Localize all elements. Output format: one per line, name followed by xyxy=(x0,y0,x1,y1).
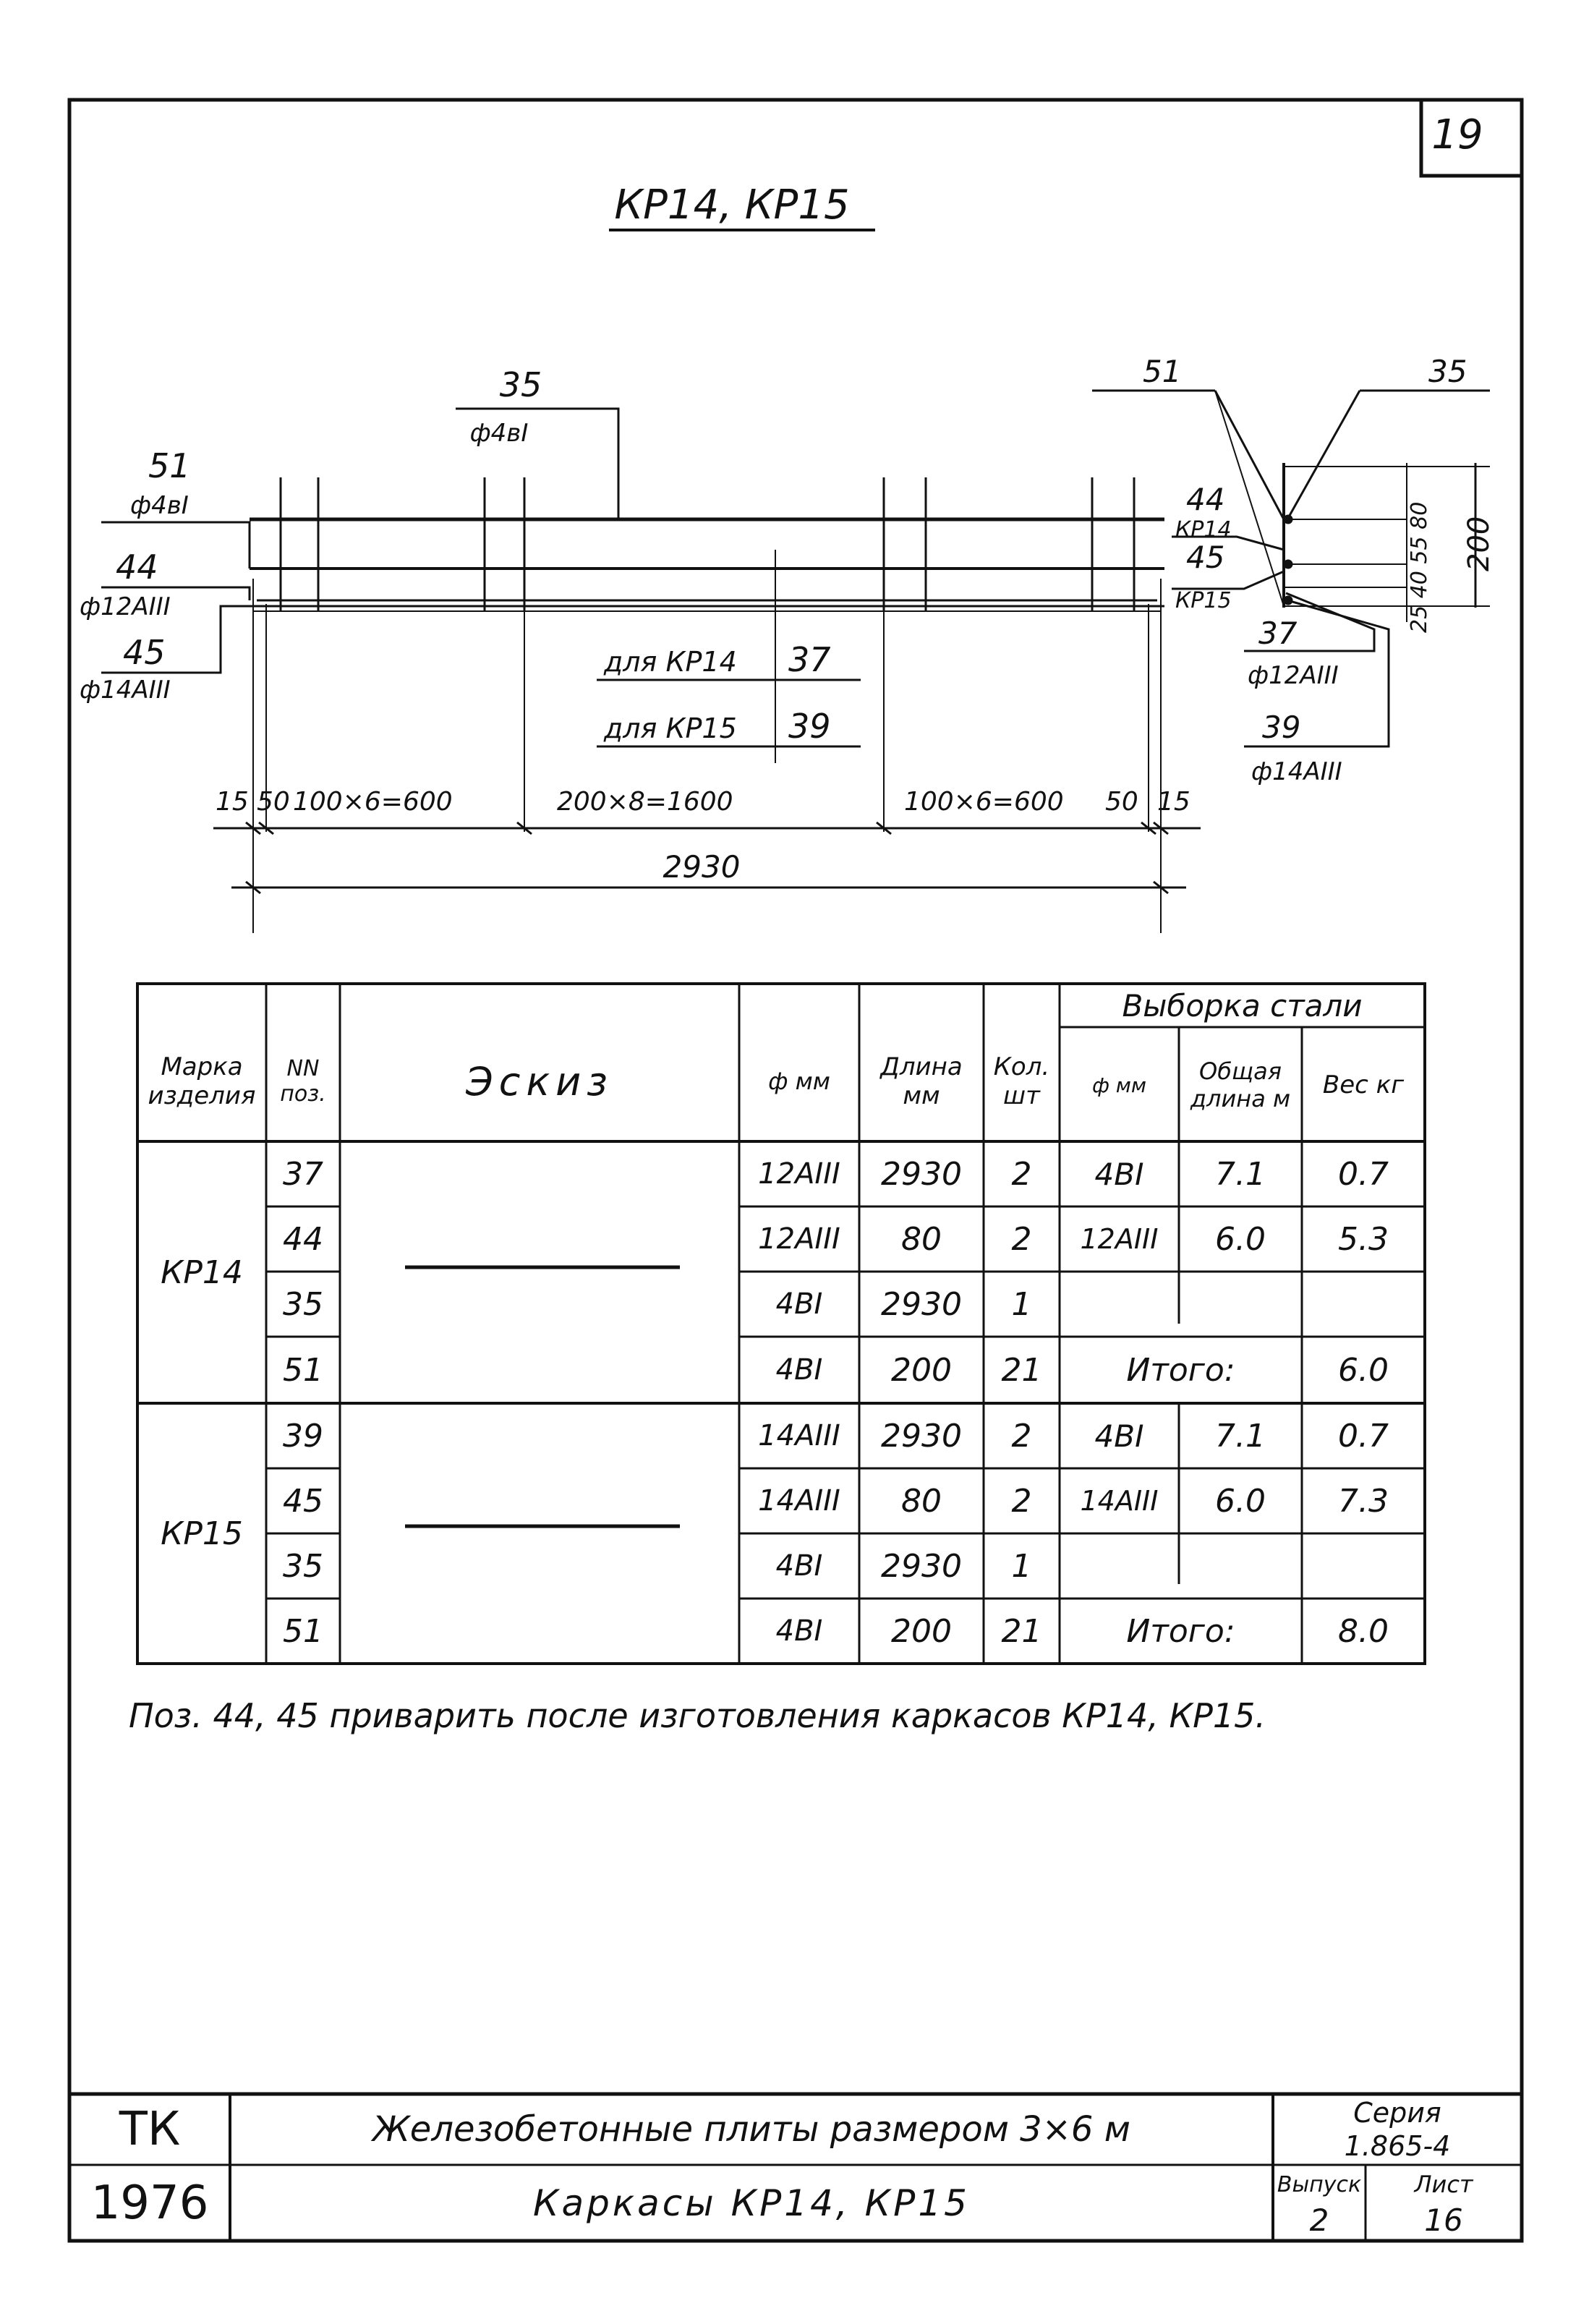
elevation-labels xyxy=(80,365,1190,885)
mark-kp15: КР15 xyxy=(161,1515,243,1552)
header-mark: Марка изделия xyxy=(148,1052,256,1110)
kp15-row1-steel-len: 7.1 xyxy=(1215,1417,1266,1455)
kp15-row4-dia: 4ВI xyxy=(775,1614,823,1648)
stamp-sheet-title: Каркасы КР14, КР15 xyxy=(533,2182,970,2224)
kp14-row1-dia: 12АIII xyxy=(758,1157,840,1191)
stamp-sheet-value: 16 xyxy=(1424,2202,1463,2238)
section-dia-37: ф12АIII xyxy=(1248,661,1339,690)
kp14-row1-steel-len: 7.1 xyxy=(1215,1155,1266,1193)
section-dims: 25 40 55 80 xyxy=(1407,501,1432,633)
callout-44-dia: ф12АIII xyxy=(80,592,171,621)
section-pos-44: 44 xyxy=(1186,482,1225,517)
kp15-row1-length: 2930 xyxy=(881,1417,962,1455)
callout-35-pos: 35 xyxy=(499,365,542,404)
kp14-row2-steel-weight: 5.3 xyxy=(1338,1220,1389,1258)
label-for-kp14: для КР14 xyxy=(604,646,737,678)
kp14-row3-length: 2930 xyxy=(881,1285,962,1323)
kp14-row4-dia: 4ВI xyxy=(775,1353,823,1387)
kp15-row1-pos: 39 xyxy=(283,1417,323,1455)
dim-15-right: 15 xyxy=(1157,787,1190,817)
kp15-row4-qty: 21 xyxy=(1001,1612,1042,1650)
kp15-row3-qty: 1 xyxy=(1011,1547,1032,1585)
stamp-series-label: Серия xyxy=(1353,2097,1441,2129)
dim-15-left: 15 xyxy=(216,787,249,817)
kp14-row3-pos: 35 xyxy=(283,1285,323,1323)
transverse-rods xyxy=(281,477,1134,611)
header-steel-total: Общая длина м xyxy=(1190,1057,1291,1112)
kp14-row3-dia: 4ВI xyxy=(775,1287,823,1321)
kp15-row4-pos: 51 xyxy=(283,1612,323,1650)
kp15-row1-steel-weight: 0.7 xyxy=(1338,1417,1389,1455)
kp14-row2-steel-len: 6.0 xyxy=(1215,1220,1266,1258)
dim-50-left: 50 xyxy=(257,787,290,817)
stamp-org: ТК xyxy=(119,2103,181,2156)
kp15-row3-length: 2930 xyxy=(881,1547,962,1585)
header-steel-selection: Выборка стали xyxy=(1122,987,1363,1023)
section-labels xyxy=(1143,354,1496,786)
welding-note: Поз. 44, 45 приварить после изготовления каркасов КР14, КР15. xyxy=(129,1696,1266,1735)
stamp-year: 1976 xyxy=(90,2176,209,2230)
header-steel-weight: Вес кг xyxy=(1322,1071,1405,1099)
kp14-row2-dia: 12АIII xyxy=(758,1222,840,1256)
kp15-row2-dia: 14АIII xyxy=(758,1484,840,1518)
kp15-row2-steel-dia: 14АIII xyxy=(1080,1485,1159,1517)
kp14-row1-steel-dia: 4ВI xyxy=(1094,1156,1144,1192)
section-pos-51: 51 xyxy=(1143,354,1182,389)
sheet-number: 19 xyxy=(1431,111,1483,158)
kp15-row2-qty: 2 xyxy=(1011,1482,1032,1520)
kp14-row2-length: 80 xyxy=(901,1220,942,1258)
kp14-row2-pos: 44 xyxy=(283,1220,323,1258)
section-pos-39: 39 xyxy=(1262,710,1301,745)
label-pos-39: 39 xyxy=(788,707,831,746)
kp14-row4-length: 200 xyxy=(891,1351,952,1389)
header-sketch: Эскиз xyxy=(466,1058,613,1104)
label-for-kp15: для КР15 xyxy=(604,712,737,744)
callout-45-pos: 45 xyxy=(123,633,166,672)
header-pos: NN поз. xyxy=(280,1056,326,1107)
kp15-row2-pos: 45 xyxy=(283,1482,323,1520)
stamp-series-value: 1.865-4 xyxy=(1344,2130,1451,2162)
stamp-subject: Железобетонные плиты размером 3×6 м xyxy=(372,2109,1130,2150)
section-pos-45: 45 xyxy=(1186,540,1225,575)
kp15-row2-steel-len: 6.0 xyxy=(1215,1482,1266,1520)
kp14-total-label: Итого: xyxy=(1126,1351,1235,1389)
kp15-row1-dia: 14АIII xyxy=(758,1419,840,1452)
drawing-title: КР14, КР15 xyxy=(614,182,850,229)
label-pos-37: 37 xyxy=(788,640,831,679)
kp14-row2-qty: 2 xyxy=(1011,1220,1032,1258)
callout-44-pos: 44 xyxy=(116,548,158,587)
stamp-issue-label: Выпуск xyxy=(1277,2171,1362,2197)
kp15-row1-qty: 2 xyxy=(1011,1417,1032,1455)
kp14-row1-steel-weight: 0.7 xyxy=(1338,1155,1389,1193)
kp14-row3-qty: 1 xyxy=(1011,1285,1032,1323)
dim-seg-mid: 200×8=1600 xyxy=(557,787,733,817)
kp14-row1-qty: 2 xyxy=(1011,1155,1032,1193)
section-kp15: КР15 xyxy=(1175,588,1232,613)
dim-50-right: 50 xyxy=(1105,787,1138,817)
stamp-issue-value: 2 xyxy=(1309,2202,1329,2238)
mark-kp14: КР14 xyxy=(161,1253,243,1291)
kp15-row4-length: 200 xyxy=(891,1612,952,1650)
kp14-row4-qty: 21 xyxy=(1001,1351,1042,1389)
callout-51-dia: ф4вI xyxy=(130,491,189,520)
kp15-row2-length: 80 xyxy=(901,1482,942,1520)
header-dia: ф мм xyxy=(768,1068,830,1095)
section-kp14: КР14 xyxy=(1175,517,1232,542)
stamp-sheet-label: Лист xyxy=(1414,2171,1473,2198)
kp15-row1-steel-dia: 4ВI xyxy=(1094,1418,1144,1454)
section-dia-39: ф14АIII xyxy=(1251,757,1342,786)
section-pos-35: 35 xyxy=(1428,354,1467,389)
kp14-total-value: 6.0 xyxy=(1338,1351,1389,1389)
callout-45-dia: ф14АIII xyxy=(80,676,171,705)
kp15-total-value: 8.0 xyxy=(1338,1612,1389,1650)
callout-51-pos: 51 xyxy=(148,446,191,485)
kp15-row3-dia: 4ВI xyxy=(775,1549,823,1583)
kp15-row3-pos: 35 xyxy=(283,1547,323,1585)
kp14-row1-length: 2930 xyxy=(881,1155,962,1193)
kp14-row2-steel-dia: 12АIII xyxy=(1080,1223,1159,1255)
dim-seg-right: 100×6=600 xyxy=(904,787,1064,817)
kp15-total-label: Итого: xyxy=(1126,1612,1235,1650)
dim-overall: 2930 xyxy=(663,849,741,885)
callout-35-dia: ф4вI xyxy=(469,419,529,448)
section-pos-37: 37 xyxy=(1258,616,1298,651)
kp15-row2-steel-weight: 7.3 xyxy=(1338,1482,1389,1520)
kp14-row1-pos: 37 xyxy=(283,1155,323,1193)
header-length: Длина мм xyxy=(880,1052,963,1110)
header-steel-dia: ф мм xyxy=(1091,1073,1147,1097)
kp14-row4-pos: 51 xyxy=(283,1351,323,1389)
section-height: 200 xyxy=(1462,516,1496,571)
dim-seg-left: 100×6=600 xyxy=(293,787,453,817)
header-qty: Кол. шт xyxy=(993,1052,1050,1110)
